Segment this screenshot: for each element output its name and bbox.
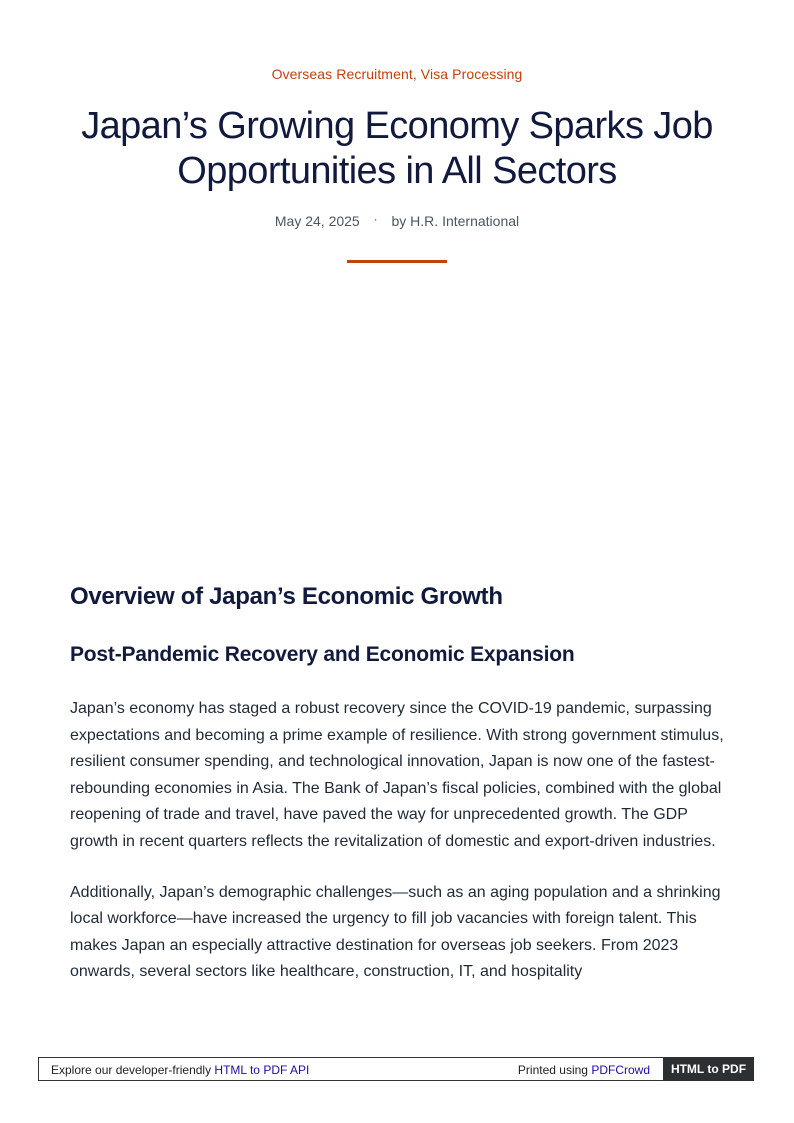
article-body [70, 578, 730, 986]
title-divider [347, 260, 447, 263]
html-to-pdf-api-link[interactable]: HTML to PDF API [214, 1063, 310, 1077]
meta-separator: · [373, 212, 378, 226]
article-title: Japan’s Growing Economy Sparks Job Opportunities in All Sectors [81, 105, 713, 192]
author-byline: by H.R. International [391, 213, 520, 229]
footer-promo [51, 1063, 309, 1077]
footer-credit-text: Printed using [517, 1063, 592, 1077]
footer-credit [518, 1063, 650, 1077]
post-categories[interactable] [0, 66, 794, 82]
section-subheading: Post-Pandemic Recovery and Economic Expansion [70, 643, 575, 666]
article-meta [0, 213, 794, 229]
category-links[interactable]: Overseas Recruitment, Visa Processing [271, 66, 523, 82]
pdf-footer-bar [38, 1057, 754, 1081]
publish-date: May 24, 2025 [274, 213, 360, 229]
pdfcrowd-link[interactable]: PDFCrowd [591, 1063, 650, 1077]
body-paragraph-2: Additionally, Japan’s demographic challenges—such as an aging population and a shrinking local workforce—have increased the urgency to fill job vacancies with foreign talent. This makes Japan an especially attractive destination for overseas job seekers. From 2023 onwards, several sectors like healthcare, construction, IT, and hospitality [70, 883, 721, 981]
body-paragraph-1: Japan’s economy has staged a robust recovery since the COVID-19 pandemic, surpassing expectations and becoming a prime example of resilience. With strong government stimulus, resilient consumer spending, and technological innovation, Japan is now one of the fastest-rebounding economies in Asia. The Bank of Japan’s fiscal policies, combined with the global reopening of trade and travel, have paved the way for unprecedented growth. The GDP growth in recent quarters reflects the revitalization of domestic and export-driven industries. [70, 700, 724, 850]
section-heading: Overview of Japan’s Economic Growth [70, 583, 503, 610]
html-to-pdf-button[interactable]: HTML to PDF [663, 1057, 754, 1081]
footer-promo-text: Explore our developer-friendly [51, 1063, 215, 1077]
